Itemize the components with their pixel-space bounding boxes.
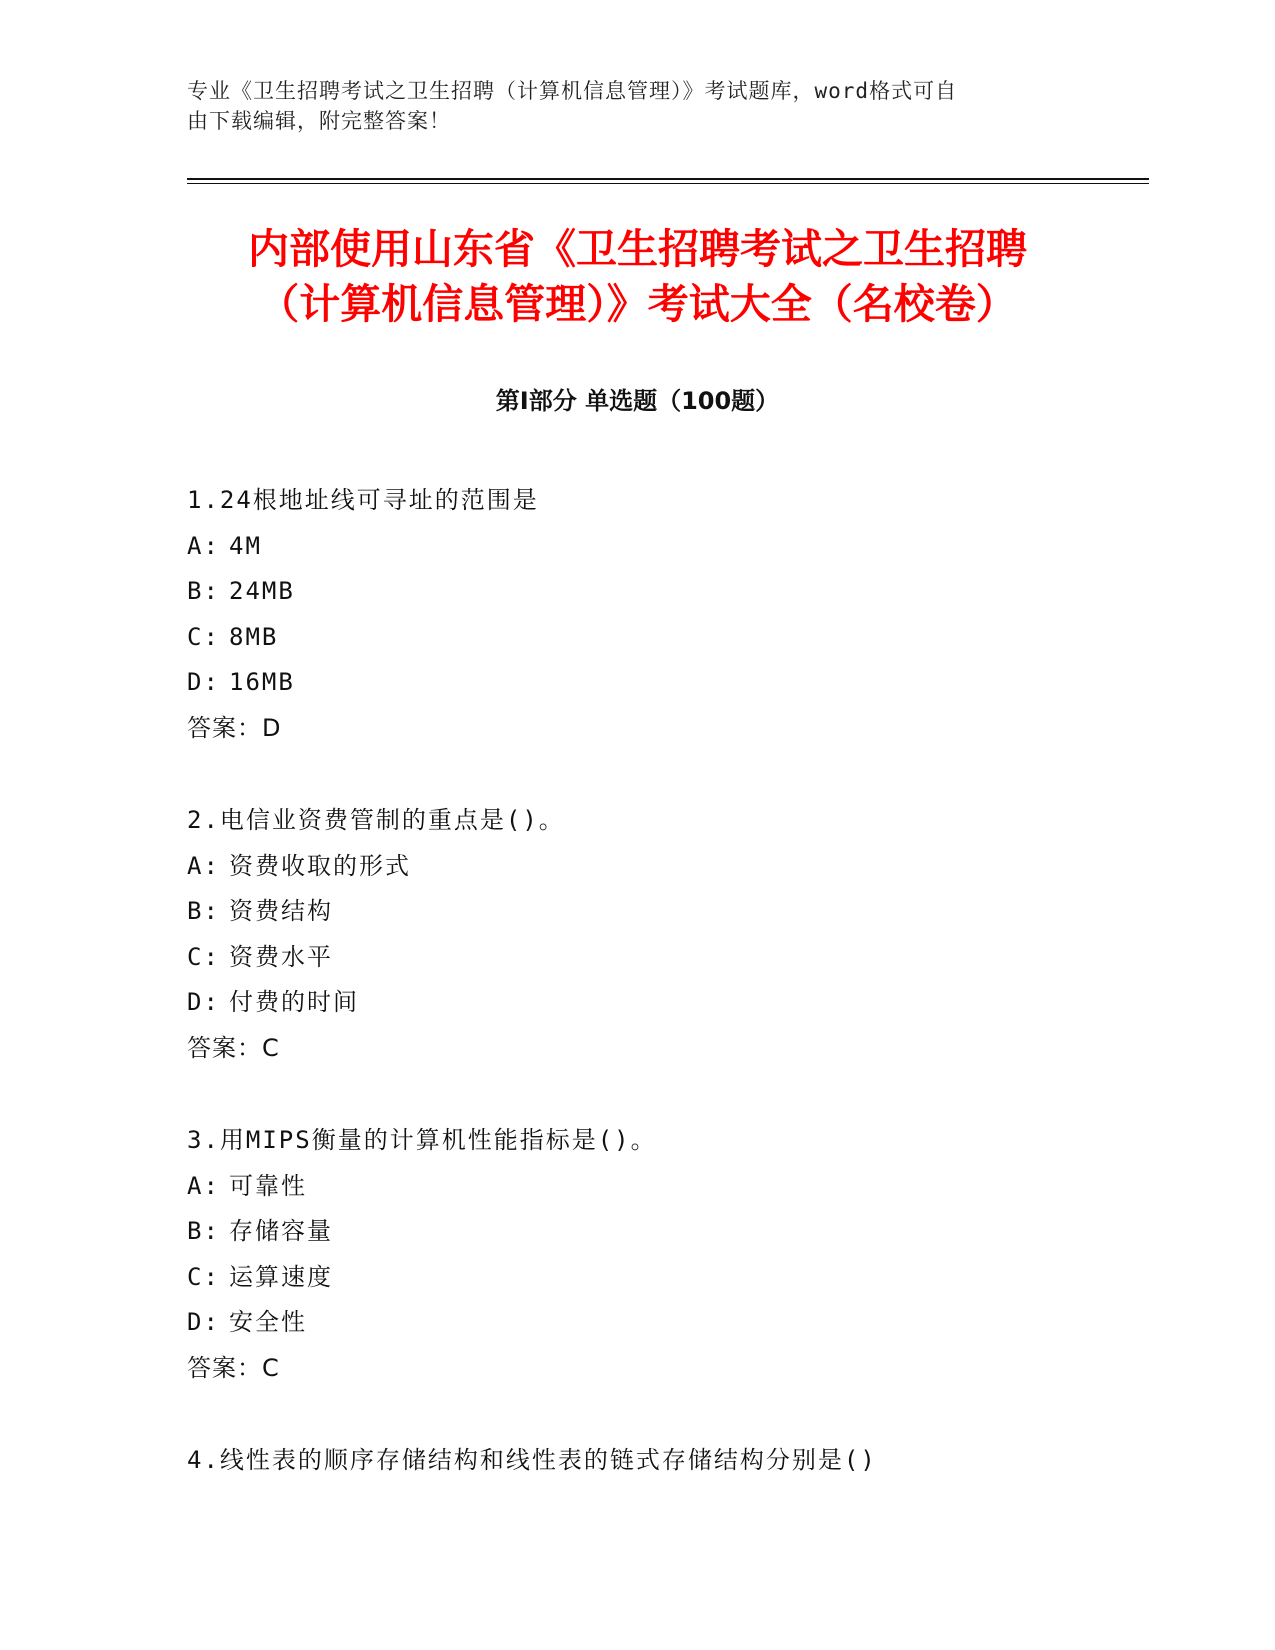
section-heading: 第Ⅰ部分 单选题（100题） <box>495 387 780 415</box>
header-divider-thin <box>187 183 1149 184</box>
question-list <box>187 478 1147 1531</box>
option-text: 可靠性 <box>229 1171 307 1200</box>
option-text: 付费的时间 <box>229 988 359 1016</box>
option-key: A: <box>187 851 220 880</box>
document-title <box>140 222 1135 332</box>
option-b <box>187 569 1147 615</box>
answer: 答案：D <box>187 713 282 742</box>
question-stem: 2.电信业资费管制的重点是()。 <box>187 806 565 834</box>
option-b <box>187 889 1147 935</box>
document-title-line-2: （计算机信息管理）》考试大全（名校卷） <box>258 280 1017 328</box>
option-text: 8MB <box>229 622 279 651</box>
option-d <box>187 660 1147 706</box>
option-a <box>187 844 1147 890</box>
option-key: D: <box>187 1308 220 1336</box>
option-text: 存储容量 <box>229 1217 333 1245</box>
option-text: 16MB <box>229 668 295 696</box>
option-d <box>187 1300 1147 1346</box>
option-text: 资费收取的形式 <box>229 851 411 880</box>
header-note-line-1: 专业《卫生招聘考试之卫生招聘（计算机信息管理）》考试题库，word格式可自 <box>187 79 958 103</box>
question-4 <box>187 1438 1147 1484</box>
header-note-line-2: 由下载编辑，附完整答案！ <box>187 109 451 133</box>
document-title-line-1: 内部使用山东省《卫生招聘考试之卫生招聘 <box>248 225 1027 273</box>
option-c <box>187 935 1147 981</box>
answer: 答案：C <box>187 1353 280 1382</box>
option-key: D: <box>187 988 220 1016</box>
option-key: D: <box>187 668 220 696</box>
option-key: A: <box>187 531 220 560</box>
question-2 <box>187 798 1147 1071</box>
answer: 答案：C <box>187 1033 280 1062</box>
option-text: 资费水平 <box>229 942 333 971</box>
option-a <box>187 524 1147 570</box>
option-key: C: <box>187 1262 220 1291</box>
option-key: C: <box>187 622 220 651</box>
header-note <box>187 76 1067 136</box>
option-key: C: <box>187 942 220 971</box>
option-key: A: <box>187 1171 220 1200</box>
option-c <box>187 1255 1147 1301</box>
option-c <box>187 615 1147 661</box>
option-text: 24MB <box>229 577 295 605</box>
header-divider-thick <box>187 178 1149 180</box>
option-key: B: <box>187 1217 220 1245</box>
question-stem: 3.用MIPS衡量的计算机性能指标是()。 <box>187 1126 657 1154</box>
option-b <box>187 1209 1147 1255</box>
option-text: 4M <box>229 531 262 560</box>
option-key: B: <box>187 577 220 605</box>
option-text: 运算速度 <box>229 1262 333 1291</box>
option-key: B: <box>187 897 220 925</box>
option-a <box>187 1164 1147 1210</box>
question-stem: 4.线性表的顺序存储结构和线性表的链式存储结构分别是() <box>187 1446 877 1474</box>
option-text: 资费结构 <box>229 897 333 925</box>
question-1 <box>187 478 1147 751</box>
question-stem: 1.24根地址线可寻址的范围是 <box>187 486 539 514</box>
option-text: 安全性 <box>229 1308 307 1336</box>
option-d <box>187 980 1147 1026</box>
question-3 <box>187 1118 1147 1391</box>
